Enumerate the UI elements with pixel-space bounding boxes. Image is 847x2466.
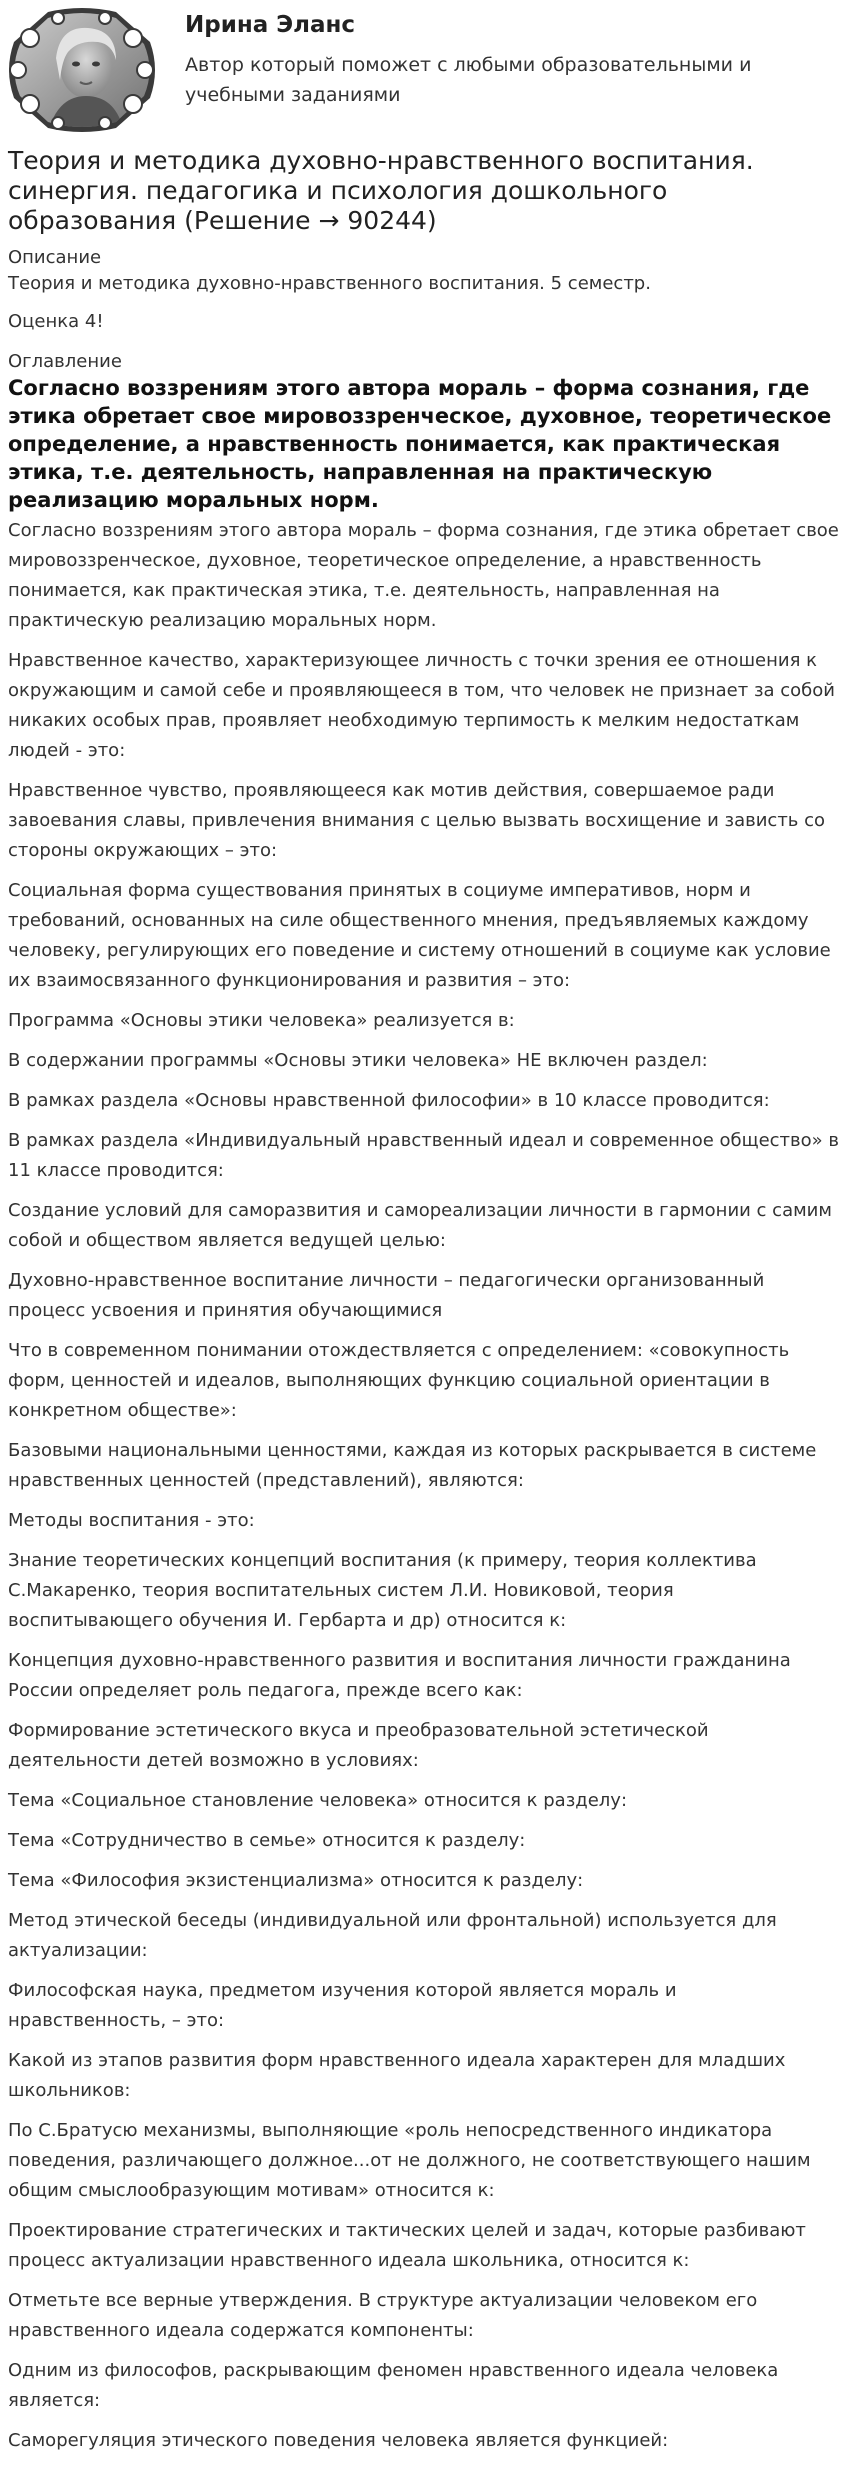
toc-label: Оглавление [8,351,122,372]
question-item: Создание условий для саморазвития и самореализации личности в гармонии с самим собой и обществом является ведущей целью: [8,1200,832,1251]
question-item: В рамках раздела «Основы нравственной философии» в 10 классе проводится: [8,1090,770,1111]
question-item: В рамках раздела «Индивидуальный нравственный идеал и современное общество» в 11 классе проводится: [8,1130,839,1181]
question-item: Отметьте все верные утверждения. В структуре актуализации человеком его нравственного идеала содержатся компоненты: [8,2290,758,2341]
grade-text: Оценка 4! [8,311,104,332]
question-item: Одним из философов, раскрывающим феномен нравственного идеала человека является: [8,2360,779,2411]
question-item: Программа «Основы этики человека» реализуется в: [8,1010,515,1031]
author-avatar-icon[interactable] [8,8,155,132]
question-list [8,516,840,2456]
question-item: Знание теоретических концепций воспитания (к примеру, теория коллектива С.Макаренко, теория воспитательных систем Л.И. Новиковой, теория воспитывающего обучения И. Гербарта и др) относится к: [8,1550,757,1631]
question-item: Какой из этапов развития форм нравственного идеала характерен для младших школьников: [8,2050,786,2101]
question-item: Тема «Сотрудничество в семье» относится к разделу: [8,1830,526,1851]
question-item: Тема «Социальное становление человека» относится к разделу: [8,1790,628,1811]
work-content [8,146,840,2466]
question-item: Нравственное чувство, проявляющееся как мотив действия, совершаемое ради завоевания славы, привлечения внимания с целью вызвать восхищение и зависть со стороны окружающих – это: [8,780,826,861]
question-item: Проектирование стратегических и тактических целей и задач, которые разбивают процесс актуализации нравственного идеала школьника, относится к: [8,2220,806,2271]
question-item: Концепция духовно-нравственного развития и воспитания личности гражданина России определяет роль педагога, прежде всего как: [8,1650,791,1701]
author-name[interactable]: Ирина Эланс [185,12,356,38]
question-item: Базовыми национальными ценностями, каждая из которых раскрывается в системе нравственных ценностей (представлений), являются: [8,1440,817,1491]
author-description: Автор который поможет с любыми образовательными и учебными заданиями [185,54,752,106]
work-title: Теория и методика духовно-нравственного воспитания. синергия. педагогика и психология дошкольного образования (Решение → 90244) [8,146,754,235]
question-item: По С.Братусю механизмы, выполняющие «роль непосредственного индикатора поведения, различающего должное...от не должного, не соответствующего нашим общим смыслообразующим мотивам» относится к: [8,2120,811,2201]
question-item: Тема «Философия экзистенциализма» относится к разделу: [8,1870,584,1891]
description-text: Теория и методика духовно-нравственного воспитания. 5 семестр. [8,273,651,294]
question-item: Саморегуляция этического поведения человека является функцией: [8,2430,669,2451]
question-item: Духовно-нравственное воспитание личности – педагогически организованный процесс усвоения и принятия обучающимися [8,1270,765,1321]
question-item: Формирование эстетического вкуса и преобразовательной эстетической деятельности детей возможно в условиях: [8,1720,709,1771]
question-item: Методы воспитания - это: [8,1510,255,1531]
question-item: Метод этической беседы (индивидуальной или фронтальной) используется для актуализации: [8,1910,777,1961]
question-item: Согласно воззрениям этого автора мораль – форма сознания, где этика обретает свое мировоззренческое, духовное, теоретическое определение, а нравственность понимается, как практическая этика, т.е. деятельность, направленная на практическую реализацию моральных норм. [8,520,839,631]
question-item: В содержании программы «Основы этики человека» НЕ включен раздел: [8,1050,708,1071]
question-item: Философская наука, предметом изучения которой является мораль и нравственность, – это: [8,1980,677,2031]
question-item: Нравственное качество, характеризующее личность с точки зрения ее отношения к окружающим и самой себе и проявляющееся в том, что человек не признает за собой никаких особых прав, проявляет необходимую терпимость к мелким недостаткам людей - это: [8,650,835,761]
toc-heading: Согласно воззрениям этого автора мораль – форма сознания, где этика обретает свое мировоззренческое, духовное, теоретическое определение, а нравственность понимается, как практическая этика, т.е. деятельность, направленная на практическую реализацию моральных норм. [8,376,832,512]
question-item: Социальная форма существования принятых в социуме императивов, норм и требований, основанных на силе общественного мнения, предъявляемых каждому человеку, регулирующих его поведение и систему отношений в социуме как условие их взаимосвязанного функционирования и развития – это: [8,880,831,991]
description-label: Описание [8,247,102,268]
question-item: Что в современном понимании отождествляется с определением: «совокупность форм, ценностей и идеалов, выполняющих функцию социальной ориентации в конкретном обществе»: [8,1340,790,1421]
author-card [0,0,847,140]
